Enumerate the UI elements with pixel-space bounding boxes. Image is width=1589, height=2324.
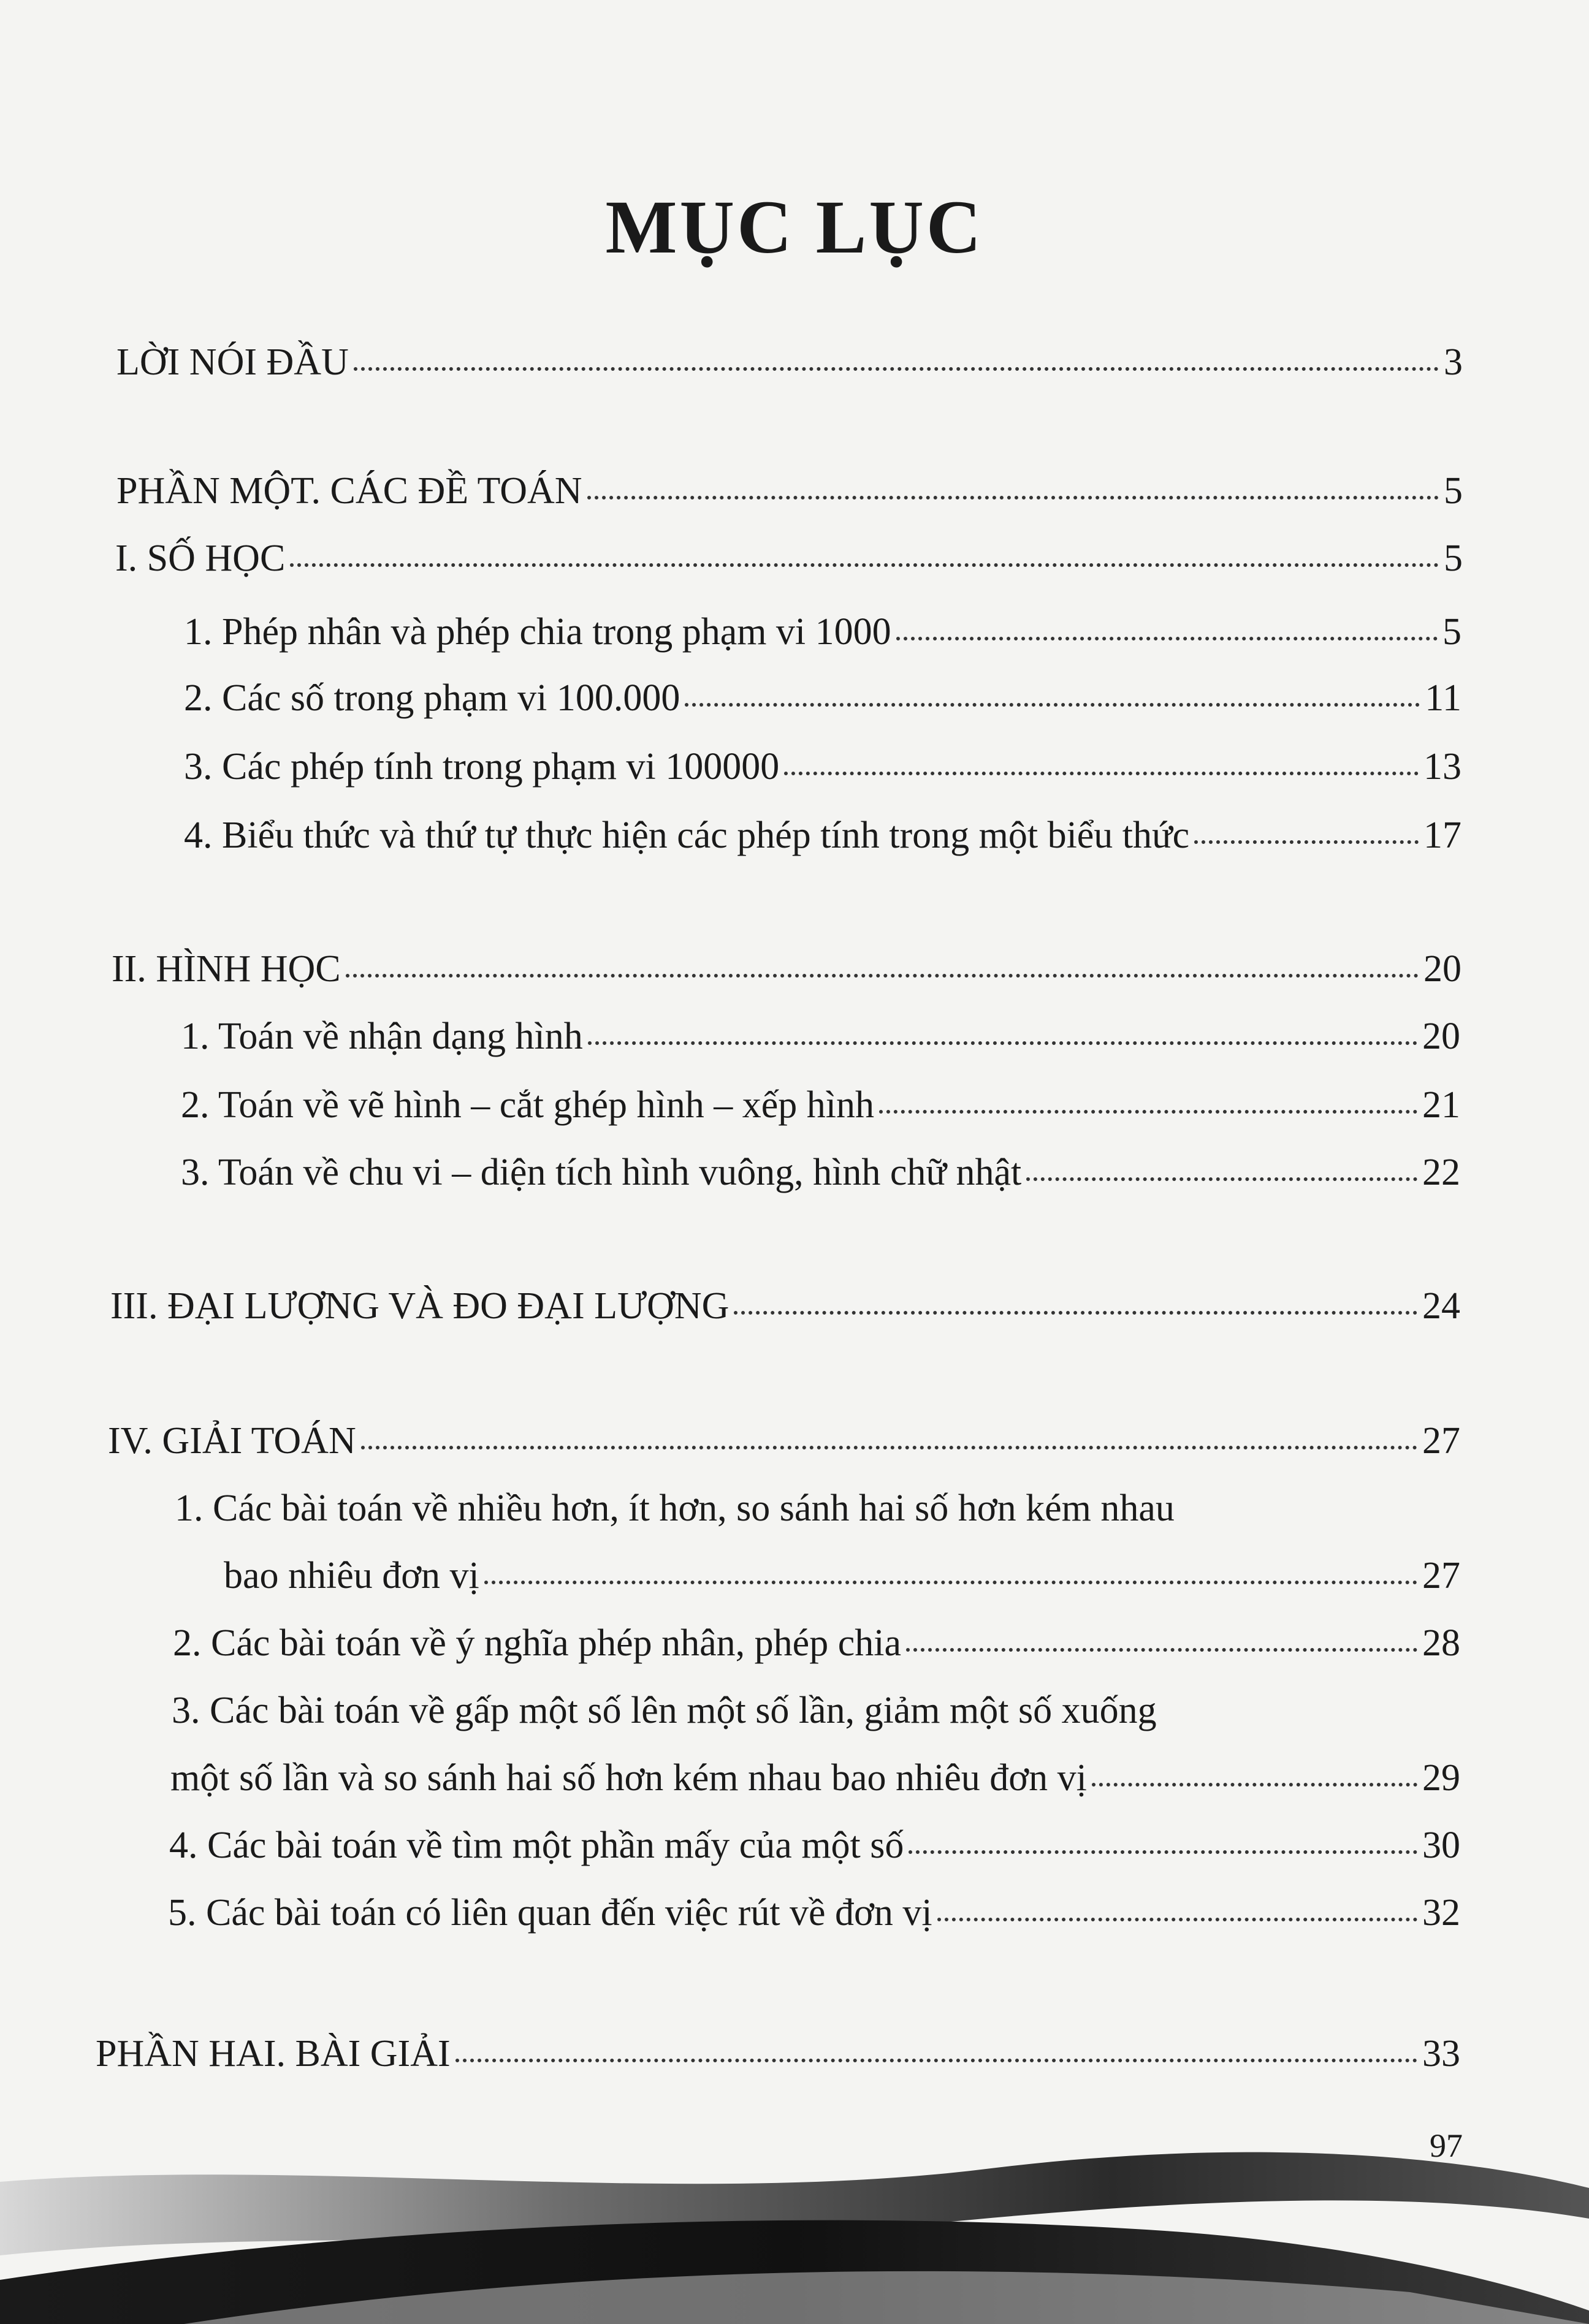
leader-dots — [685, 703, 1420, 707]
toc-page-number: 5 — [1444, 470, 1463, 512]
page-title: MỤC LỤC — [605, 185, 984, 269]
leader-dots — [484, 1581, 1417, 1584]
toc-entry — [168, 1894, 1460, 1932]
toc-entry — [184, 613, 1461, 651]
toc-entry-text: I. SỐ HỌC — [115, 537, 286, 579]
leader-dots — [290, 563, 1439, 567]
toc-page-number: 17 — [1423, 815, 1461, 856]
leader-dots — [588, 1041, 1417, 1045]
leader-dots — [734, 1311, 1417, 1315]
toc-entry-text: 4. Biểu thức và thứ tự thực hiện các phép tính trong một biểu thức — [184, 815, 1190, 856]
toc-page-number: 28 — [1422, 1622, 1460, 1664]
toc-page-number: 11 — [1425, 677, 1461, 719]
toc-page-number: 21 — [1422, 1084, 1460, 1126]
toc-entry-text: 1. Phép nhân và phép chia trong phạm vi 1000 — [184, 611, 891, 653]
toc-entry-line: 1. Các bài toán về nhiều hơn, ít hơn, so sánh hai số hơn kém nhau — [175, 1487, 1175, 1529]
toc-entry-text: 5. Các bài toán có liên quan đến việc rút về đơn vị — [168, 1892, 932, 1934]
toc-page-number: 22 — [1422, 1152, 1460, 1193]
leader-dots — [937, 1918, 1417, 1921]
leader-dots — [906, 1648, 1417, 1652]
toc-entry-text: 2. Các số trong phạm vi 100.000 — [184, 677, 680, 719]
toc-page-number: 20 — [1423, 948, 1461, 990]
toc-page-number: 27 — [1422, 1420, 1460, 1462]
leader-dots — [346, 974, 1419, 978]
toc-entry-text: 2. Các bài toán về ý nghĩa phép nhân, phép chia — [173, 1622, 901, 1664]
toc-page-number: 3 — [1444, 341, 1463, 383]
toc-entry — [181, 1153, 1460, 1191]
toc-entry-section-4 — [108, 1422, 1460, 1460]
leader-dots — [1026, 1177, 1417, 1181]
leader-dots — [354, 367, 1439, 371]
toc-entry-section-1 — [115, 539, 1463, 577]
toc-entry-part-two — [96, 2035, 1460, 2073]
toc-entry-text: 3. Các phép tính trong phạm vi 100000 — [184, 746, 780, 788]
leader-dots — [1092, 1783, 1417, 1787]
toc-page-number: 13 — [1423, 746, 1461, 788]
toc-entry-text: 4. Các bài toán về tìm một phần mấy của một số — [169, 1825, 904, 1866]
toc-entry — [170, 1759, 1460, 1797]
toc-page-number: 24 — [1422, 1285, 1460, 1327]
toc-entry-text: một số lần và so sánh hai số hơn kém nhau bao nhiêu đơn vị — [170, 1757, 1087, 1799]
toc-page-number: 32 — [1422, 1892, 1460, 1934]
toc-page-number: 5 — [1442, 611, 1461, 653]
toc-entry-text: 2. Toán về vẽ hình – cắt ghép hình – xếp hình — [181, 1084, 874, 1126]
leader-dots — [879, 1110, 1417, 1114]
toc-entry-text: 3. Toán về chu vi – diện tích hình vuông, hình chữ nhật — [181, 1152, 1022, 1193]
toc-entry-section-3 — [110, 1287, 1460, 1325]
toc-entry — [181, 1017, 1460, 1055]
toc-entry — [184, 816, 1461, 854]
toc-entry-line: 3. Các bài toán về gấp một số lên một số lần, giảm một số xuống — [172, 1690, 1157, 1731]
leader-dots — [587, 496, 1439, 499]
toc-page-number: 27 — [1422, 1555, 1460, 1597]
toc-entry — [224, 1557, 1460, 1595]
toc-entry — [169, 1826, 1460, 1864]
toc-page-number: 33 — [1422, 2033, 1460, 2075]
toc-entry-text: PHẦN HAI. BÀI GIẢI — [96, 2033, 451, 2075]
page-number: 97 — [1430, 2127, 1463, 2164]
toc-page-number: 30 — [1422, 1825, 1460, 1866]
toc-entry — [184, 679, 1461, 717]
toc-entry-text: PHẦN MỘT. CÁC ĐỀ TOÁN — [116, 470, 582, 512]
toc-entry-text: bao nhiêu đơn vị — [224, 1555, 479, 1597]
toc-entry-text: IV. GIẢI TOÁN — [108, 1420, 356, 1462]
leader-dots — [361, 1446, 1417, 1449]
toc-entry-part-one — [116, 472, 1463, 510]
toc-entry-text: III. ĐẠI LƯỢNG VÀ ĐO ĐẠI LƯỢNG — [110, 1285, 730, 1327]
toc-entry-section-2 — [112, 950, 1461, 988]
leader-dots — [784, 772, 1419, 775]
toc-entry — [184, 748, 1461, 786]
leader-dots — [455, 2059, 1417, 2062]
toc-page-number: 29 — [1422, 1757, 1460, 1799]
toc-entry — [181, 1086, 1460, 1124]
decorative-swoosh — [0, 2133, 1589, 2324]
toc-entry — [173, 1624, 1460, 1662]
leader-dots — [896, 637, 1438, 640]
toc-entry-text: II. HÌNH HỌC — [112, 948, 341, 990]
leader-dots — [909, 1850, 1417, 1854]
toc-page-number: 20 — [1422, 1016, 1460, 1057]
toc-entry-text: 1. Toán về nhận dạng hình — [181, 1016, 583, 1057]
toc-entry-preface — [116, 343, 1463, 381]
toc-page-number: 5 — [1444, 537, 1463, 579]
toc-entry-text: LỜI NÓI ĐẦU — [116, 341, 349, 383]
leader-dots — [1194, 840, 1419, 844]
